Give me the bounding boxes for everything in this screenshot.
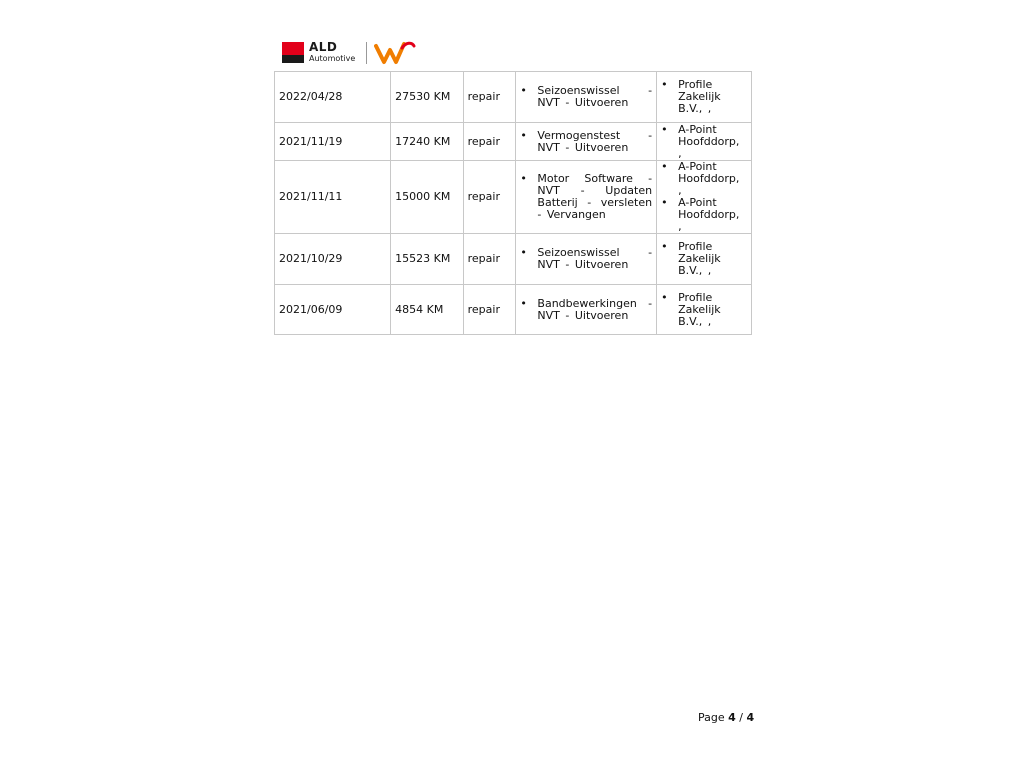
supplier-cell [657, 285, 752, 335]
work-cell [516, 161, 657, 234]
supplier-cell [657, 72, 752, 123]
type-cell: repair [463, 234, 516, 285]
total-pages: 4 [746, 711, 755, 724]
type-cell: repair [463, 72, 516, 123]
supplier-item: • A-Point Hoofddorp, , [661, 124, 747, 160]
mileage-cell: 17240 KM [391, 123, 463, 161]
table-row [275, 123, 752, 161]
page-separator: / [739, 711, 744, 724]
work-cell [516, 72, 657, 123]
current-page: 4 [728, 711, 736, 724]
date-cell: 2022/04/28 [275, 72, 391, 123]
work-item: • Vermogenstest - NVT - Uitvoeren [520, 130, 652, 154]
supplier-item: • A-Point Hoofddorp, , [661, 197, 747, 233]
supplier-item: • Profile Zakelijk B.V., , [661, 79, 747, 115]
date-cell: 2021/11/11 [275, 161, 391, 234]
page-label: Page [698, 711, 725, 724]
table-row [275, 72, 752, 123]
header-logos [282, 40, 422, 66]
supplier-cell [657, 234, 752, 285]
table-row [275, 234, 752, 285]
work-item: • Bandbewerkingen - NVT - Uitvoeren [520, 298, 652, 322]
type-cell: repair [463, 285, 516, 335]
logo-divider [366, 42, 367, 64]
work-item: • Seizoenswissel - NVT - Uitvoeren [520, 85, 652, 109]
date-cell: 2021/10/29 [275, 234, 391, 285]
work-cell [516, 234, 657, 285]
type-cell: repair [463, 161, 516, 234]
work-cell [516, 123, 657, 161]
supplier-cell [657, 161, 752, 234]
table-row [275, 161, 752, 234]
w-logo-icon [374, 40, 416, 66]
date-cell: 2021/11/19 [275, 123, 391, 161]
page-number [698, 711, 754, 724]
work-item: • Seizoenswissel - NVT - Uitvoeren [520, 247, 652, 271]
type-cell: repair [463, 123, 516, 161]
ald-brand-sub: Automotive [309, 54, 356, 63]
work-item: • Motor Software - NVT - Updaten Batterij - versleten - Vervangen [520, 173, 652, 221]
maintenance-history-table [274, 71, 752, 335]
date-cell: 2021/06/09 [275, 285, 391, 335]
ald-logo-mark [282, 42, 304, 63]
mileage-cell: 27530 KM [391, 72, 463, 123]
mileage-cell: 4854 KM [391, 285, 463, 335]
supplier-item: • A-Point Hoofddorp, , [661, 161, 747, 197]
mileage-cell: 15000 KM [391, 161, 463, 234]
supplier-item: • Profile Zakelijk B.V., , [661, 241, 747, 277]
table-row [275, 285, 752, 335]
mileage-cell: 15523 KM [391, 234, 463, 285]
ald-brand-name: ALD [309, 40, 338, 54]
supplier-cell [657, 123, 752, 161]
work-cell [516, 285, 657, 335]
supplier-item: • Profile Zakelijk B.V., , [661, 292, 747, 328]
